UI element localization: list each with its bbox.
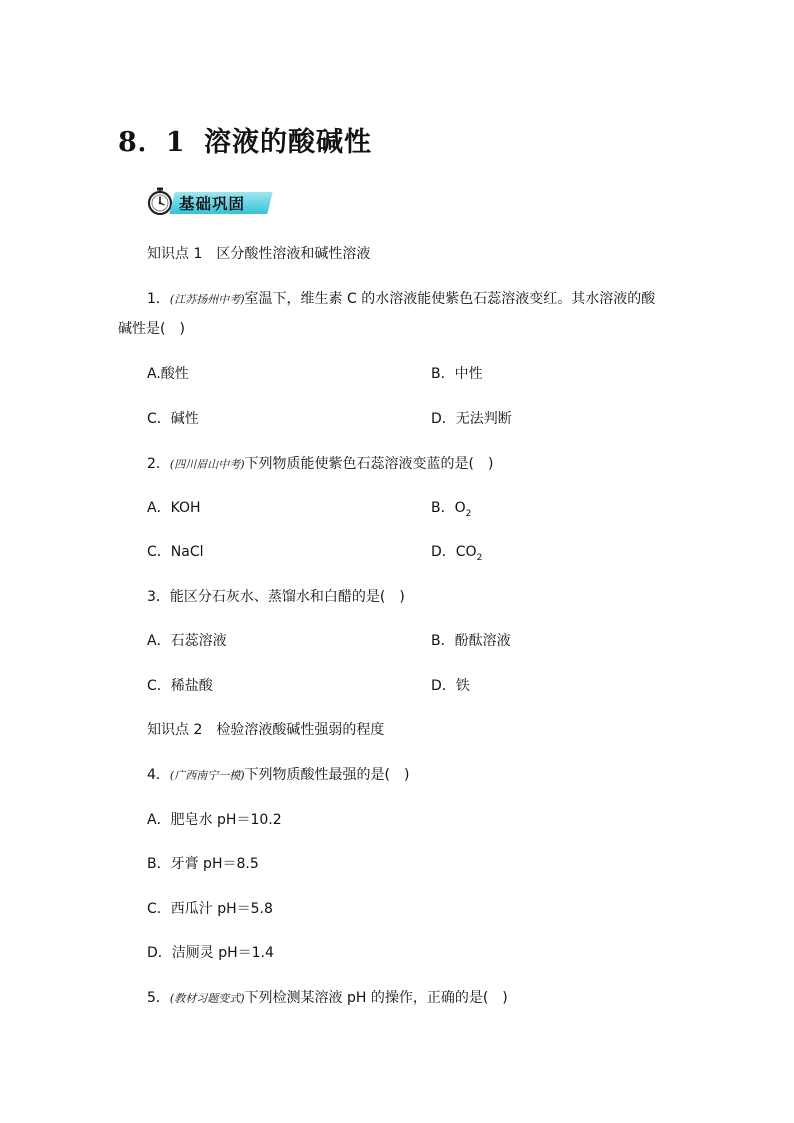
question-4-option-a: A．肥皂水 pH＝10.2	[147, 812, 282, 828]
section-banner	[146, 185, 276, 217]
subscript: 2	[476, 552, 483, 563]
question-4-option-d: D．洁厕灵 pH＝1.4	[147, 945, 274, 961]
question-1-option-c: C．碱性	[147, 411, 199, 427]
question-text: 下列物质酸性最强的是( )	[244, 767, 410, 783]
option-text: B．O	[431, 500, 466, 516]
question-4-option-c: C．西瓜汁 pH＝5.8	[147, 901, 273, 917]
page-title	[118, 120, 372, 159]
question-text: 下列物质能使紫色石蕊溶液变蓝的是( )	[244, 456, 494, 472]
question-2-option-a: A．KOH	[147, 500, 201, 516]
question-1-option-b: B．中性	[431, 366, 483, 382]
question-4-option-b: B．牙膏 pH＝8.5	[147, 856, 259, 872]
question-3-option-b: B．酚酞溶液	[431, 633, 511, 649]
question-number: 5．	[147, 990, 170, 1006]
subscript: 2	[465, 508, 472, 519]
question-2-option-d	[431, 543, 482, 567]
question-1-option-a: A.酸性	[147, 366, 189, 382]
question-2-option-c: C．NaCl	[147, 544, 204, 560]
question-1-continuation: 碱性是( )	[118, 321, 185, 337]
title-number: 8．1	[118, 127, 186, 158]
question-source: (四川眉山中考)	[169, 458, 245, 471]
knowledge-point-1: 知识点 1 区分酸性溶液和碱性溶液	[147, 246, 371, 262]
question-source: (教材习题变式)	[169, 992, 245, 1005]
question-3-option-a: A．石蕊溶液	[147, 633, 227, 649]
question-3	[147, 588, 405, 606]
question-number: 1．	[147, 291, 170, 307]
question-source: (广西南宁一模)	[169, 769, 245, 782]
question-number: 4．	[147, 767, 170, 783]
question-number: 2．	[147, 456, 170, 472]
question-3-option-c: C．稀盐酸	[147, 678, 213, 694]
question-number: 3．	[147, 589, 170, 605]
question-1-option-d: D．无法判断	[431, 411, 512, 427]
question-5	[147, 989, 508, 1008]
question-source: (江苏扬州中考)	[169, 293, 245, 306]
knowledge-point-2: 知识点 2 检验溶液酸碱性强弱的程度	[147, 722, 385, 738]
title-text: 溶液的酸碱性	[204, 127, 372, 158]
question-1	[147, 290, 655, 309]
question-4	[147, 766, 409, 785]
question-text: 能区分石灰水、蒸馏水和白醋的是( )	[169, 589, 405, 605]
question-2	[147, 455, 493, 474]
question-3-option-d: D．铁	[431, 678, 470, 694]
question-text: 下列检测某溶液 pH 的操作，正确的是( )	[244, 990, 508, 1006]
section-label: 基础巩固	[179, 195, 246, 213]
question-text: 室温下，维生素 C 的水溶液能使紫色石蕊溶液变红。其水溶液的酸	[244, 291, 656, 307]
question-2-option-b	[431, 499, 471, 523]
option-text: D．CO	[431, 544, 477, 560]
